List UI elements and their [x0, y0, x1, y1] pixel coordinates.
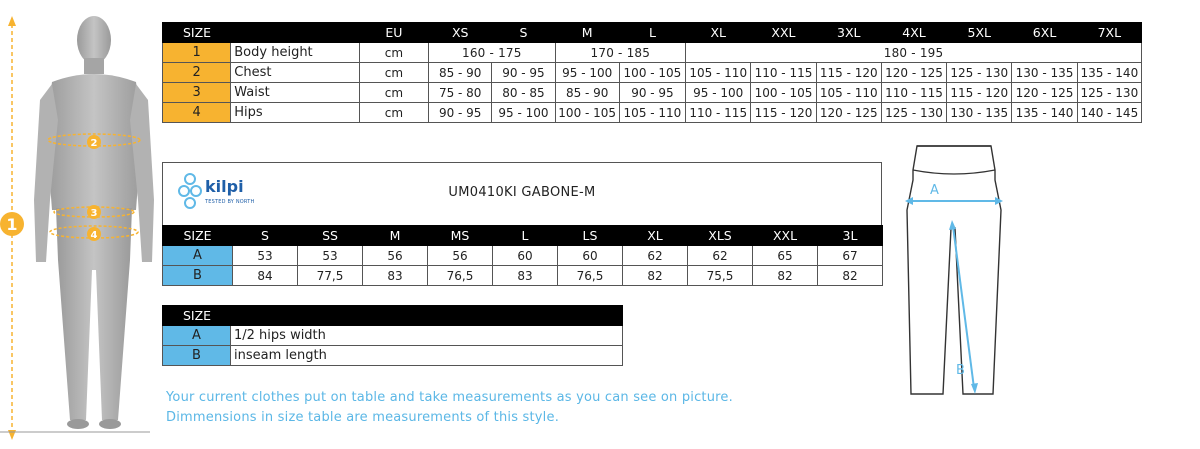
size-cell: 100 - 105 — [555, 103, 619, 123]
body-table-header — [163, 23, 1142, 43]
measure-cell: 84 — [233, 266, 298, 286]
height-range-cell: 170 - 185 — [555, 43, 686, 63]
note-line-2: Dimmensions in size table are measurements of this style. — [166, 410, 560, 425]
measure-cell: 82 — [623, 266, 688, 286]
row-number: 3 — [163, 83, 231, 103]
size-cell: 110 - 115 — [686, 103, 751, 123]
size-cell: 105 - 110 — [619, 103, 685, 123]
product-header-col: XLS — [688, 226, 753, 246]
product-header-col: 3L — [818, 226, 883, 246]
legend-row-b — [163, 346, 623, 366]
product-header-col: M — [363, 226, 428, 246]
size-cell: 105 - 110 — [816, 83, 881, 103]
measure-cell: 83 — [363, 266, 428, 286]
row-number: 2 — [163, 63, 231, 83]
pants-label-a: A — [930, 183, 939, 198]
size-cell: 75 - 80 — [429, 83, 492, 103]
body-header-col: M — [555, 23, 619, 43]
size-cell: 85 - 90 — [429, 63, 492, 83]
body-header-eu: EU — [359, 23, 428, 43]
product-code: UM0410KI GABONE-M — [448, 185, 596, 200]
body-header-col: 3XL — [816, 23, 881, 43]
body-row-chest — [163, 63, 1142, 83]
size-cell: 110 - 115 — [881, 83, 946, 103]
measure-cell: 60 — [558, 246, 623, 266]
brand-tagline: TESTED BY NORTH — [205, 199, 255, 205]
size-cell: 95 - 100 — [686, 83, 751, 103]
row-unit: cm — [359, 43, 428, 63]
measure-cell: 60 — [493, 246, 558, 266]
size-cell: 140 - 145 — [1077, 103, 1141, 123]
size-cell: 125 - 130 — [1077, 83, 1141, 103]
product-row-a — [163, 246, 883, 266]
measure-cell: 62 — [688, 246, 753, 266]
size-cell: 90 - 95 — [619, 83, 685, 103]
body-figure — [0, 0, 160, 449]
legend-header-size: SIZE — [163, 306, 623, 326]
measure-cell: 76,5 — [558, 266, 623, 286]
legend-table — [162, 305, 623, 366]
product-header-box — [162, 162, 882, 226]
body-row-hips — [163, 103, 1142, 123]
height-range-cell: 160 - 175 — [429, 43, 556, 63]
row-label: Chest — [231, 63, 360, 83]
size-cell: 120 - 125 — [881, 63, 946, 83]
body-row-height — [163, 43, 1142, 63]
size-cell: 125 - 130 — [881, 103, 946, 123]
body-header-col: 7XL — [1077, 23, 1141, 43]
measure-cell: 82 — [753, 266, 818, 286]
product-measurement-table — [162, 225, 883, 286]
brand-name: kilpi — [205, 177, 244, 196]
row-unit: cm — [359, 63, 428, 83]
pants-outline — [907, 146, 1001, 394]
marker-chest-label: 2 — [90, 138, 98, 149]
body-size-table — [162, 22, 1142, 123]
body-header-col: XS — [429, 23, 492, 43]
product-header-col: S — [233, 226, 298, 246]
pants-label-b: B — [956, 363, 965, 378]
marker-hips-label: 4 — [90, 230, 98, 241]
size-cell: 95 - 100 — [492, 103, 555, 123]
product-header-size: SIZE — [163, 226, 233, 246]
size-cell: 95 - 100 — [555, 63, 619, 83]
size-cell: 115 - 120 — [947, 83, 1012, 103]
measure-cell: 67 — [818, 246, 883, 266]
row-unit: cm — [359, 103, 428, 123]
pants-diagram — [895, 140, 1015, 400]
measure-cell: 65 — [753, 246, 818, 266]
height-range-cell: 180 - 195 — [686, 43, 1142, 63]
body-header-size: SIZE — [163, 23, 360, 43]
measure-cell: 62 — [623, 246, 688, 266]
size-cell: 110 - 115 — [751, 63, 816, 83]
body-header-col: L — [619, 23, 685, 43]
row-key: B — [163, 266, 233, 286]
legend-row-a — [163, 326, 623, 346]
size-cell: 115 - 120 — [751, 103, 816, 123]
body-header-col: XXL — [751, 23, 816, 43]
size-cell: 100 - 105 — [619, 63, 685, 83]
size-cell: 90 - 95 — [429, 103, 492, 123]
figure-head — [77, 16, 111, 64]
measure-cell: 83 — [493, 266, 558, 286]
row-key: A — [163, 246, 233, 266]
measure-cell: 56 — [363, 246, 428, 266]
product-header-col: SS — [298, 226, 363, 246]
measure-cell: 76,5 — [428, 266, 493, 286]
size-cell: 100 - 105 — [751, 83, 816, 103]
body-row-waist — [163, 83, 1142, 103]
size-cell: 135 - 140 — [1077, 63, 1141, 83]
product-row-b — [163, 266, 883, 286]
product-header-col: XL — [623, 226, 688, 246]
body-header-col: XL — [686, 23, 751, 43]
body-header-col: 6XL — [1012, 23, 1077, 43]
row-number: 4 — [163, 103, 231, 123]
size-cell: 120 - 125 — [816, 103, 881, 123]
size-cell: 135 - 140 — [1012, 103, 1077, 123]
note-line-1: Your current clothes put on table and take measurements as you can see on picture. — [166, 390, 733, 405]
row-number: 1 — [163, 43, 231, 63]
legend-text: inseam length — [231, 346, 623, 366]
legend-header — [163, 306, 623, 326]
measure-cell: 56 — [428, 246, 493, 266]
size-cell: 115 - 120 — [816, 63, 881, 83]
measure-cell: 75,5 — [688, 266, 753, 286]
product-header-col: MS — [428, 226, 493, 246]
legend-text: 1/2 hips width — [231, 326, 623, 346]
size-cell: 120 - 125 — [1012, 83, 1077, 103]
legend-key: B — [163, 346, 231, 366]
size-cell: 130 - 135 — [947, 103, 1012, 123]
body-header-col: S — [492, 23, 555, 43]
size-cell: 85 - 90 — [555, 83, 619, 103]
row-label: Body height — [231, 43, 360, 63]
size-cell: 80 - 85 — [492, 83, 555, 103]
size-cell: 90 - 95 — [492, 63, 555, 83]
body-header-col: 5XL — [947, 23, 1012, 43]
row-label: Hips — [231, 103, 360, 123]
row-unit: cm — [359, 83, 428, 103]
measure-cell: 82 — [818, 266, 883, 286]
row-label: Waist — [231, 83, 360, 103]
size-cell: 130 - 135 — [1012, 63, 1077, 83]
product-header-col: L — [493, 226, 558, 246]
product-header-col: LS — [558, 226, 623, 246]
size-cell: 105 - 110 — [686, 63, 751, 83]
measure-cell: 77,5 — [298, 266, 363, 286]
measure-cell: 53 — [233, 246, 298, 266]
size-cell: 125 - 130 — [947, 63, 1012, 83]
marker-height-label: 1 — [6, 215, 18, 234]
legend-key: A — [163, 326, 231, 346]
marker-waist-label: 3 — [90, 208, 98, 219]
product-table-header — [163, 226, 883, 246]
product-header-col: XXL — [753, 226, 818, 246]
measure-cell: 53 — [298, 246, 363, 266]
body-header-col: 4XL — [881, 23, 946, 43]
